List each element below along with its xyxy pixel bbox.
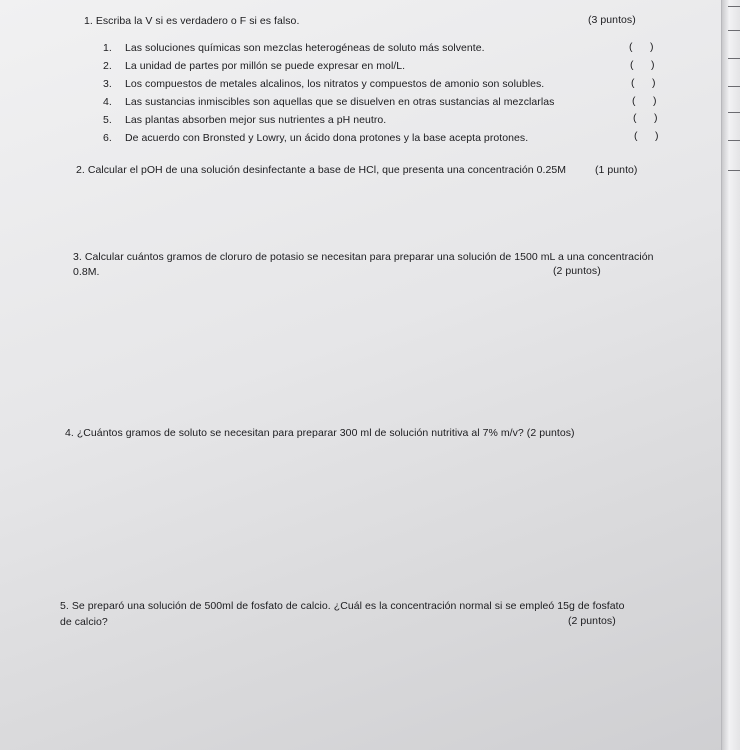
q1-item-text: Las sustancias inmiscibles son aquellas que se disuelven en otras sustancias al mezclarlas (125, 96, 555, 108)
q1-points: (3 puntos) (588, 14, 636, 26)
q5-text-line2: de calcio? (60, 616, 108, 628)
q1-item-num: 4. (103, 96, 112, 108)
q4-text: 4. ¿Cuántos gramos de soluto se necesitan para preparar 300 ml de solución nutritiva al 7% m/v? (2 puntos) (65, 427, 575, 439)
q5-text-line1: 5. Se preparó una solución de 500ml de fosfato de calcio. ¿Cuál es la concentración normal si se empleó 15g de fosfato (60, 600, 625, 612)
q1-answer-blank[interactable]: ( ) (631, 77, 656, 89)
q1-answer-blank[interactable]: ( ) (630, 59, 655, 71)
q1-answer-blank[interactable]: ( ) (633, 112, 658, 124)
q1-item-num: 3. (103, 78, 112, 90)
q2-text: 2. Calcular el pOH de una solución desinfectante a base de HCl, que presenta una concentración 0.25M (76, 164, 567, 176)
q1-item-text: Las soluciones químicas son mezclas heterogéneas de soluto más solvente. (125, 42, 485, 54)
q1-item-text: De acuerdo con Bronsted y Lowry, un ácido dona protones y la base acepta protones. (125, 132, 529, 144)
q1-item-num: 2. (103, 60, 112, 72)
q1-item-text: Los compuestos de metales alcalinos, los nitratos y compuestos de amonio son solubles. (125, 78, 545, 90)
q1-item-num: 6. (103, 132, 112, 144)
q3-text-line2: 0.8M. (73, 266, 100, 278)
q1-answer-blank[interactable]: ( ) (634, 130, 659, 142)
q1-item-text: La unidad de partes por millón se puede expresar en mol/L. (125, 60, 406, 72)
q2-points: (1 punto) (595, 164, 638, 176)
q1-item-num: 5. (103, 114, 112, 126)
q1-item-text: Las plantas absorben mejor sus nutrientes a pH neutro. (125, 114, 387, 126)
q1-answer-blank[interactable]: ( ) (629, 41, 654, 53)
q3-text-line1: 3. Calcular cuántos gramos de cloruro de potasio se necesitan para preparar una solución de 1500 mL a una concentración (73, 251, 654, 263)
q3-points: (2 puntos) (553, 265, 601, 277)
q1-answer-blank[interactable]: ( ) (632, 95, 657, 107)
q1-item-num: 1. (103, 42, 112, 54)
paper-stack-edge (721, 0, 740, 750)
q5-points: (2 puntos) (568, 615, 616, 627)
q1-title: 1. Escriba la V si es verdadero o F si es falso. (84, 15, 300, 27)
